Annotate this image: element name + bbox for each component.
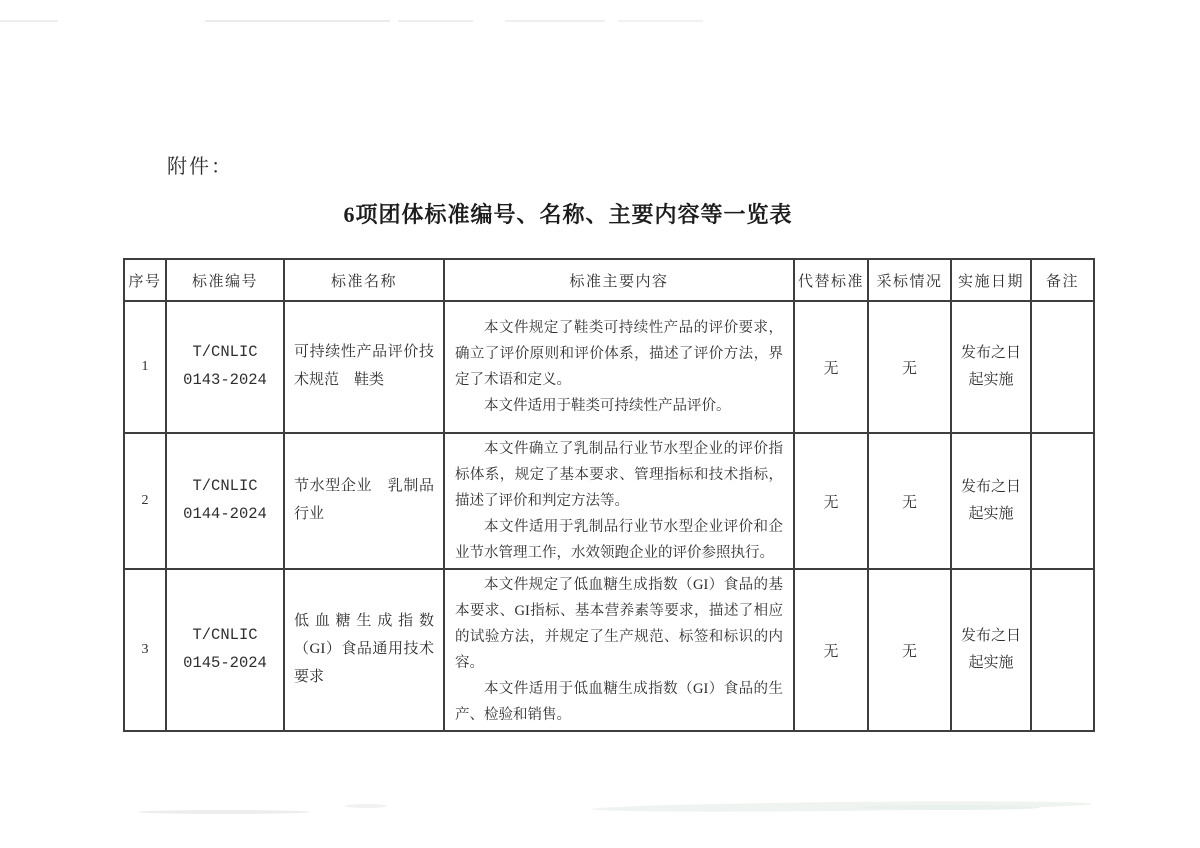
content-paragraph: 本文件规定了鞋类可持续性产品的评价要求，确立了评价原则和评价体系，描述了评价方法，界定了术语和定义。 <box>455 320 783 388</box>
scan-artifact <box>618 20 703 22</box>
main-content-cell <box>444 433 794 569</box>
col-header-implementation-date: 实施日期 <box>951 259 1031 301</box>
col-header-standard-name: 标准名称 <box>284 259 444 301</box>
scan-artifact <box>345 804 387 808</box>
replaced-standard-cell: 无 <box>794 301 868 433</box>
col-header-seq: 序号 <box>124 259 166 301</box>
content-paragraph: 本文件规定了低血糖生成指数（GI）食品的基本要求、GI指标、基本营养素等要求，描述了相应的试验方法，并规定了生产规范、标签和标识的内容。 <box>455 577 783 671</box>
standard-code-line2: 0145-2024 <box>183 654 267 672</box>
content-paragraph: 本文件适用于鞋类可持续性产品评价。 <box>484 398 731 414</box>
standard-code-line1: T/CNLIC <box>192 343 258 362</box>
standard-code-line1: T/CNLIC <box>192 626 258 645</box>
implementation-date-cell: 发布之日起实施 <box>951 433 1031 569</box>
col-header-replaced-standard: 代替标准 <box>794 259 868 301</box>
standard-code-line2: 0143-2024 <box>183 371 267 389</box>
remark-cell <box>1031 569 1094 731</box>
adoption-status-cell: 无 <box>868 569 951 731</box>
adoption-status-cell: 无 <box>868 433 951 569</box>
attachment-label: 附件： <box>167 156 233 178</box>
standard-name-cell: 低血糖生成指数（GI）食品通用技术要求 <box>284 569 444 731</box>
scan-artifact <box>505 20 605 22</box>
adoption-status-cell: 无 <box>868 301 951 433</box>
seq-cell: 2 <box>124 433 166 569</box>
seq-cell: 3 <box>124 569 166 731</box>
standard-code-line2: 0144-2024 <box>183 505 267 523</box>
page-title: 6项团体标准编号、名称、主要内容等一览表 <box>343 202 793 227</box>
standard-code-cell <box>166 569 284 731</box>
standards-table <box>123 258 1095 732</box>
replaced-standard-cell: 无 <box>794 433 868 569</box>
table-header-row <box>124 259 1094 301</box>
col-header-remarks: 备注 <box>1031 259 1094 301</box>
table-row <box>124 569 1094 731</box>
content-paragraph: 本文件确立了乳制品行业节水型企业的评价指标体系，规定了基本要求、管理指标和技术指标，描述了评价和判定方法等。 <box>455 441 783 509</box>
implementation-date-cell: 发布之日起实施 <box>951 301 1031 433</box>
scan-artifact <box>398 20 473 22</box>
main-content-cell <box>444 569 794 731</box>
table-row <box>124 301 1094 433</box>
standard-code-line1: T/CNLIC <box>192 477 258 496</box>
col-header-adoption-status: 采标情况 <box>868 259 951 301</box>
scan-artifact <box>138 810 310 814</box>
col-header-main-content: 标准主要内容 <box>444 259 794 301</box>
remark-cell <box>1031 301 1094 433</box>
main-content-cell <box>444 301 794 433</box>
seq-cell: 1 <box>124 301 166 433</box>
table-row <box>124 433 1094 569</box>
content-paragraph: 本文件适用于低血糖生成指数（GI）食品的生产、检验和销售。 <box>455 681 783 723</box>
col-header-standard-code: 标准编号 <box>166 259 284 301</box>
standard-name-cell: 可持续性产品评价技术规范 鞋类 <box>284 301 444 433</box>
scan-artifact <box>860 805 1040 810</box>
standard-name-cell: 节水型企业 乳制品行业 <box>284 433 444 569</box>
remark-cell <box>1031 433 1094 569</box>
content-paragraph: 本文件适用于乳制品行业节水型企业评价和企业节水管理工作，水效领跑企业的评价参照执行。 <box>455 519 783 561</box>
scan-artifact <box>205 20 390 22</box>
standard-code-cell <box>166 433 284 569</box>
standard-code-cell <box>166 301 284 433</box>
implementation-date-cell: 发布之日起实施 <box>951 569 1031 731</box>
replaced-standard-cell: 无 <box>794 569 868 731</box>
scan-artifact <box>0 20 58 22</box>
